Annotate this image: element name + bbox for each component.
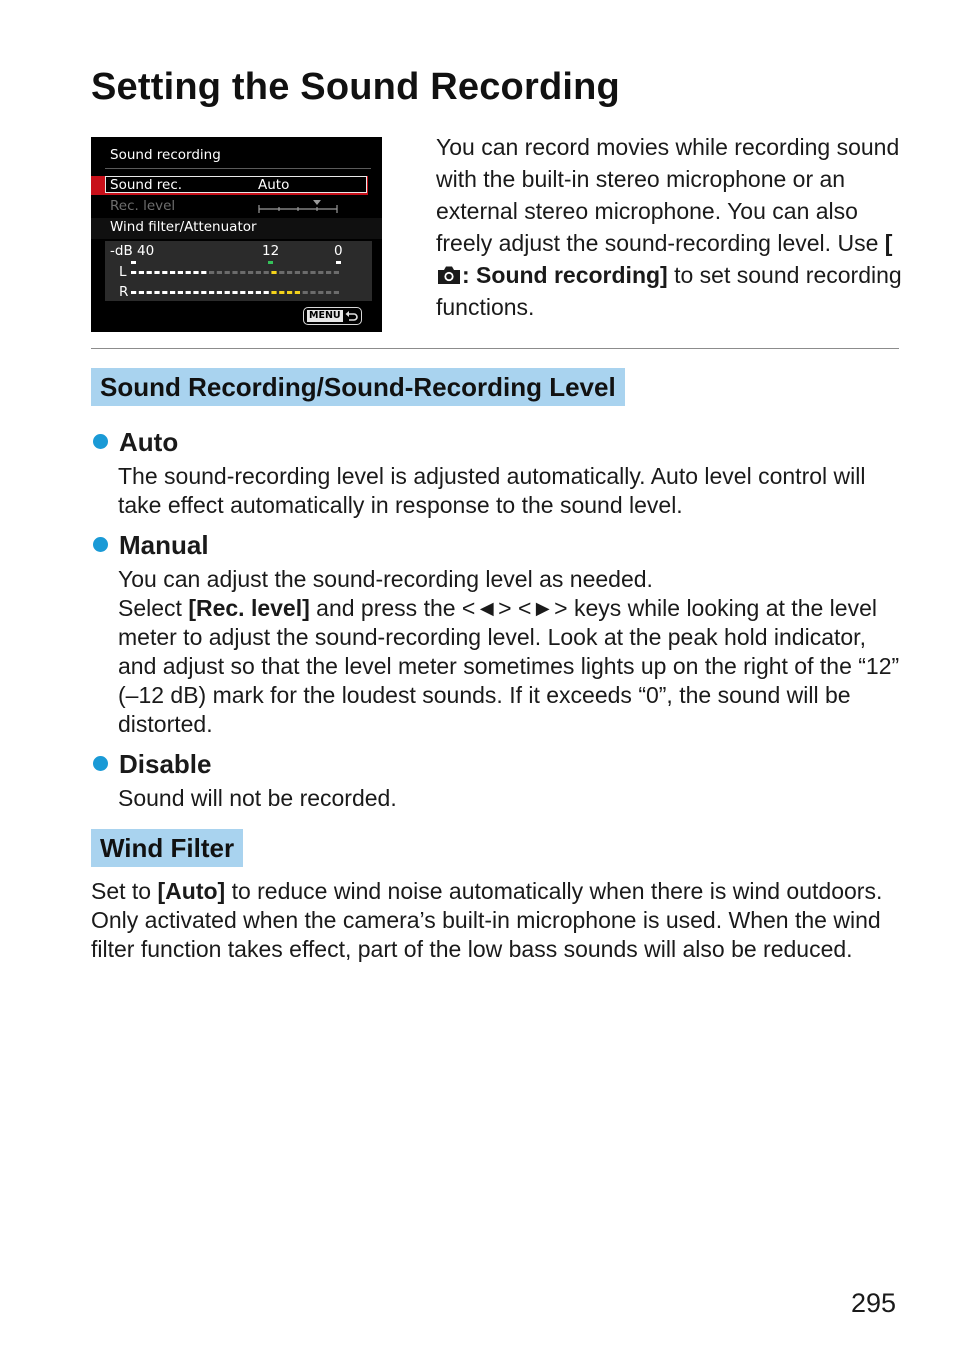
meter-scale-db: -dB 40 (110, 243, 155, 259)
meter-segment (240, 291, 245, 294)
meter-segment (240, 271, 245, 274)
meter-segment (318, 271, 323, 274)
meter-segment (193, 291, 198, 294)
meter-segment (326, 271, 331, 274)
meter-segment (201, 271, 206, 274)
meter-segment (232, 271, 237, 274)
bullet-icon (93, 537, 108, 552)
meter-scale-12: 12 (262, 243, 280, 259)
meter-segment (279, 271, 284, 274)
meter-segment (139, 291, 144, 294)
wind-filter-description (91, 877, 906, 964)
camera-icon (436, 264, 462, 286)
manual-description (118, 565, 908, 739)
meter-tick (336, 261, 341, 264)
meter-segment (139, 271, 144, 274)
meter-segment (271, 271, 276, 274)
intro-use: Use (837, 230, 879, 256)
wind-set-to: Set to (91, 878, 152, 904)
lcd-rec-level-label: Rec. level (110, 198, 176, 214)
meter-segment (193, 271, 198, 274)
meter-segment (209, 291, 214, 294)
wind-text: to reduce wind noise automatically when there is wind outdoors. Only activated when the camera’s built-in microphone is used. When the wind filter function takes effect, part of the low bass sounds will also be reduced. (91, 878, 883, 962)
meter-segment (201, 291, 206, 294)
bullet-icon (93, 756, 108, 771)
meter-left-channel: L (119, 264, 127, 280)
manual-line1: You can adjust the sound-recording level as needed. (118, 566, 653, 592)
meter-segment (170, 291, 175, 294)
intro-paragraph (436, 131, 906, 323)
meter-segment (256, 291, 261, 294)
meter-segment (303, 271, 308, 274)
meter-tick (131, 261, 136, 264)
meter-segment (310, 271, 315, 274)
section-heading-wind-filter: Wind Filter (91, 829, 243, 867)
menu-button-label: MENU (309, 310, 341, 321)
meter-segment (225, 291, 230, 294)
lcd-sound-rec-label: Sound rec. (110, 177, 183, 193)
manual-rest: and press the <◄> <►> keys while looking at the level meter to adjust the sound-recording level. Look at the peak hold indicator, and adjust so that the level meter sometimes lights up on the right of the “12” (–12 dB) mark for the loudest sounds. If it exceeds “0”, the sound will be distorted. (118, 595, 900, 737)
meter-segment (334, 291, 339, 294)
meter-segment (326, 291, 331, 294)
meter-segment (154, 271, 159, 274)
meter-segment (131, 291, 136, 294)
meter-segment (147, 291, 152, 294)
meter-segment (248, 291, 253, 294)
meter-segment (264, 291, 269, 294)
meter-segment (170, 271, 175, 274)
intro-text: You can record movies while recording sound with the built-in stereo microphone or an external stereo microphone. You can also freely adjust the sound-recording level. (436, 134, 900, 256)
lcd-wind-filter-label: Wind filter/Attenuator (110, 219, 257, 235)
meter-scale-0: 0 (334, 243, 343, 259)
meter-segment (162, 291, 167, 294)
return-arrow-icon (345, 310, 359, 322)
meter-segment (217, 291, 222, 294)
manual-rec-level-ref: [Rec. level] (188, 595, 310, 621)
page-title: Setting the Sound Recording (91, 66, 620, 108)
wind-auto-ref: [Auto] (157, 878, 226, 904)
meter-segment (225, 271, 230, 274)
meter-segment (264, 271, 269, 274)
meter-right-channel: R (119, 284, 129, 300)
item-heading-auto (91, 427, 178, 457)
item-title-disable: Disable (119, 749, 212, 779)
meter-segment (178, 271, 183, 274)
bullet-icon (93, 434, 108, 449)
meter-segment (295, 291, 300, 294)
meter-segment (131, 271, 136, 274)
meter-segment (162, 271, 167, 274)
section-heading-sound-level: Sound Recording/Sound-Recording Level (91, 368, 625, 406)
intro-menu-open: [ (884, 230, 893, 256)
lcd-header: Sound recording (110, 147, 221, 163)
item-title-manual: Manual (119, 530, 209, 560)
lcd-sound-rec-value: Auto (258, 177, 290, 193)
meter-segment (209, 271, 214, 274)
section-divider (91, 348, 899, 349)
meter-segment (186, 271, 191, 274)
meter-segment (217, 271, 222, 274)
meter-segment (318, 291, 323, 294)
meter-segment (232, 291, 237, 294)
meter-segment (256, 271, 261, 274)
meter-segment (147, 271, 152, 274)
meter-segment (279, 291, 284, 294)
meter-segment (248, 271, 253, 274)
meter-tick (268, 261, 273, 264)
camera-lcd-screen (91, 137, 382, 332)
meter-segment (303, 291, 308, 294)
menu-button[interactable] (303, 307, 362, 325)
meter-segment (334, 271, 339, 274)
intro-menu-ref: : Sound recording] (462, 262, 668, 288)
intro-text-end: to set sound recording functions. (436, 262, 902, 320)
meter-segment (154, 291, 159, 294)
meter-segment (178, 291, 183, 294)
page-number: 295 (851, 1288, 897, 1318)
disable-description: Sound will not be recorded. (118, 785, 397, 811)
item-title-auto: Auto (119, 427, 179, 457)
meter-segment (295, 271, 300, 274)
meter-segment (287, 271, 292, 274)
item-heading-manual (91, 530, 209, 560)
manual-select: Select (118, 595, 182, 621)
item-heading-disable (91, 749, 212, 779)
level-meter-bars (91, 137, 382, 332)
meter-segment (287, 291, 292, 294)
auto-description: The sound-recording level is adjusted automatically. Auto level control will take effect automatically in response to the sound level. (118, 463, 866, 518)
meter-segment (186, 291, 191, 294)
meter-segment (271, 291, 276, 294)
meter-segment (310, 291, 315, 294)
